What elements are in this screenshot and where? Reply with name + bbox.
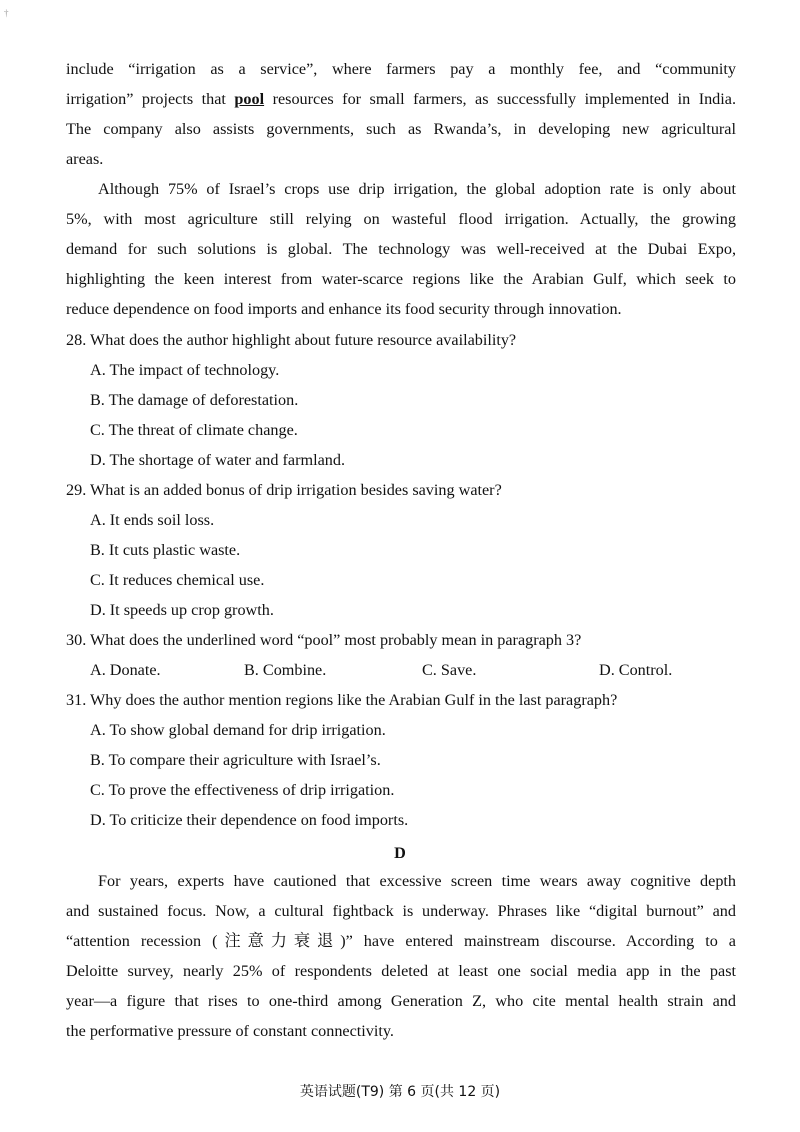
corner-mark: † [4,8,9,18]
question-29-stem: 29. What is an added bonus of drip irrigation besides saving water? [66,481,502,499]
passage-line: Deloitte survey, nearly 25% of respondents deleted at least one social media app in the past [66,962,736,980]
passage-line: reduce dependence on food imports and enhance its food security through innovation. [66,300,622,318]
passage-line: include “irrigation as a service”, where farmers pay a monthly fee, and “community [66,60,736,78]
question-29-option-a: A. It ends soil loss. [90,511,215,529]
passage-text: irrigation” projects that [66,90,235,108]
passage-line: Although 75% of Israel’s crops use drip irrigation, the global adoption rate is only about [98,180,736,198]
question-29-option-b: B. It cuts plastic waste. [90,541,241,559]
question-28-stem: 28. What does the author highlight about future resource availability? [66,331,517,349]
question-31-stem: 31. Why does the author mention regions like the Arabian Gulf in the last paragraph? [66,691,618,709]
passage-line: the performative pressure of constant connectivity. [66,1022,394,1040]
passage-line: demand for such solutions is global. The technology was well-received at the Dubai Expo, [66,240,736,258]
question-30-option-a: A. Donate. [90,661,161,679]
question-28-option-a: A. The impact of technology. [90,361,280,379]
question-31-option-c: C. To prove the effectiveness of drip irrigation. [90,781,395,799]
question-30-option-c: C. Save. [422,661,477,679]
question-30-option-b: B. Combine. [244,661,327,679]
question-31-option-d: D. To criticize their dependence on food imports. [90,811,409,829]
question-29-option-c: C. It reduces chemical use. [90,571,265,589]
page-footer: 英语试题(T9) 第 6 页(共 12 页) [299,1084,501,1100]
question-29-option-d: D. It speeds up crop growth. [90,601,274,619]
question-28-option-c: C. The threat of climate change. [90,421,298,439]
passage-line: 5%, with most agriculture still relying on wasteful flood irrigation. Actually, the growing [66,210,736,228]
passage-line: “attention recession (注意力衰退)” have entered mainstream discourse. According to a [66,932,736,950]
passage-line: year—a figure that rises to one-third among Generation Z, who cite mental health strain and [66,992,736,1010]
question-28-option-d: D. The shortage of water and farmland. [90,451,346,469]
question-31-option-b: B. To compare their agriculture with Israel’s. [90,751,381,769]
passage-line [66,84,736,114]
passage-line: areas. [66,150,104,168]
question-30-option-d: D. Control. [599,661,673,679]
section-heading: D [394,844,406,862]
passage-text: resources for small farmers, as successfully implemented in India. [264,90,736,108]
question-28-option-b: B. The damage of deforestation. [90,391,299,409]
passage-line: highlighting the keen interest from water-scarce regions like the Arabian Gulf, which seek to [66,270,736,288]
underlined-word: pool [234,90,265,108]
passage-line: For years, experts have cautioned that excessive screen time wears away cognitive depth [98,872,736,890]
question-31-option-a: A. To show global demand for drip irrigation. [90,721,386,739]
passage-line: and sustained focus. Now, a cultural fightback is underway. Phrases like “digital burnout” and [66,902,736,920]
passage-line: The company also assists governments, such as Rwanda’s, in developing new agricultural [66,120,736,138]
question-30-stem: 30. What does the underlined word “pool” most probably mean in paragraph 3? [66,631,582,649]
